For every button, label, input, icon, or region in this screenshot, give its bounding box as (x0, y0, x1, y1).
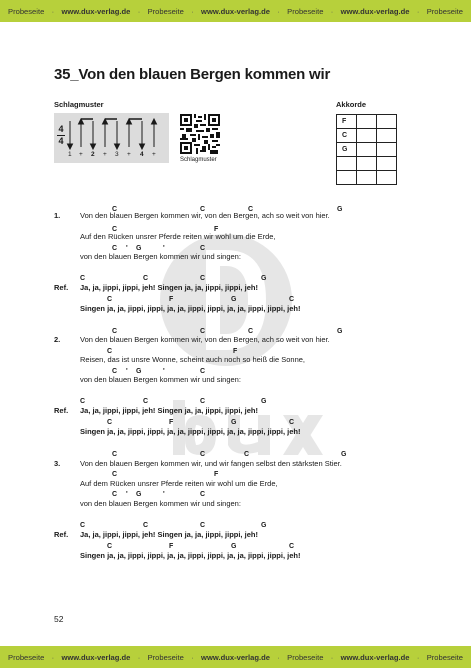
band-separator: · (191, 6, 194, 16)
chord-symbol: C (107, 348, 113, 355)
tick-mark: ' (163, 368, 165, 375)
chord-symbol: F (214, 226, 219, 233)
band-separator: · (137, 6, 141, 16)
chord-symbol: C (244, 451, 250, 458)
chord-symbol: G (261, 275, 267, 282)
chord-symbol: C (289, 543, 295, 550)
chord-symbol: G (341, 451, 347, 458)
chord-symbol: F (169, 543, 174, 550)
chord-row (337, 115, 397, 129)
band-text: Probeseite (287, 6, 324, 16)
time-signature-bottom: 4 (58, 136, 64, 146)
count-label: 4 (140, 151, 144, 158)
chord-symbol: C (143, 522, 149, 529)
schlagmuster-label: Schlagmuster (54, 100, 104, 109)
refrain-line: Singen ja, ja, jippi, jippi, ja, ja, jippi, jippi, ja, ja, jippi, jippi, jeh! (80, 427, 301, 436)
count-label: + (79, 151, 83, 158)
refrain-line: Ja, ja, jippi, jippi, jeh! Singen ja, ja, jippi, jippi, jeh! (80, 283, 258, 292)
count-label: + (127, 151, 131, 158)
count-label: 2 (91, 151, 95, 158)
count-label: 3 (115, 151, 119, 158)
song-title: 35_Von den blauen Bergen kommen wir (54, 66, 331, 83)
band-separator: · (277, 652, 280, 662)
chord-row (337, 157, 397, 171)
band-link[interactable]: www.dux-verlag.de (201, 6, 270, 16)
chord-symbol: C (80, 522, 86, 529)
band-text: Probeseite (8, 652, 45, 662)
chord-symbol: G (231, 296, 237, 303)
chord-name (337, 171, 357, 185)
tick-mark: ' (126, 368, 128, 375)
chord-symbol: C (248, 328, 254, 335)
tick-mark: ' (126, 245, 128, 252)
chord-symbol: C (112, 226, 118, 233)
chord-symbol: C (289, 296, 295, 303)
band-text: Probeseite (147, 6, 184, 16)
header-band (0, 0, 471, 22)
band-separator: · (416, 652, 420, 662)
lyric-line: Von den blauen Bergen kommen wir, von den Bergen, ach so weit von hier. (80, 211, 330, 220)
verse-number: 2. (54, 335, 61, 344)
chord-symbol: C (112, 491, 118, 498)
chord-symbol: F (169, 419, 174, 426)
chord-symbol: G (261, 522, 267, 529)
refrain-line: Ja, ja, jippi, jippi, jeh! Singen ja, ja, jippi, jippi, jeh! (80, 530, 258, 539)
chord-symbol: G (337, 328, 343, 335)
refrain-line: Ja, ja, jippi, jippi, jeh! Singen ja, ja, jippi, jippi, jeh! (80, 406, 258, 415)
count-label: 1 (68, 151, 72, 158)
refrain-label: Ref. (54, 283, 69, 292)
chord-symbol: C (107, 296, 113, 303)
count-label: + (103, 151, 107, 158)
chord-symbol: C (112, 206, 118, 213)
band-separator: · (330, 652, 334, 662)
chord-symbol: G (136, 245, 142, 252)
chord-symbol: G (136, 491, 142, 498)
time-signature-top: 4 (58, 124, 64, 134)
chord-symbol: C (112, 368, 118, 375)
chord-symbol: C (248, 206, 254, 213)
tick-mark: ' (163, 491, 165, 498)
count-label: + (152, 151, 156, 158)
tick-mark: ' (126, 491, 128, 498)
band-separator: · (330, 6, 334, 16)
chord-symbol: C (80, 275, 86, 282)
band-link[interactable]: www.dux-verlag.de (201, 652, 270, 662)
band-separator: · (51, 6, 55, 16)
chord-symbol: G (261, 398, 267, 405)
refrain-label: Ref. (54, 530, 69, 539)
strumming-pattern (54, 113, 169, 163)
band-text: Probeseite (8, 6, 45, 16)
band-link[interactable]: www.dux-verlag.de (61, 652, 131, 662)
chord-symbol: C (289, 419, 295, 426)
chord-symbol: C (112, 328, 118, 335)
chord-name (337, 157, 357, 171)
chord-symbol: C (200, 451, 206, 458)
chord-symbol: C (200, 206, 206, 213)
chord-row (337, 143, 397, 157)
chord-symbol: C (200, 398, 206, 405)
chord-symbol: C (112, 471, 118, 478)
band-separator: · (137, 652, 141, 662)
chord-name: G (337, 143, 357, 157)
chord-name: C (337, 129, 357, 143)
chord-name: F (337, 115, 357, 129)
band-separator: · (51, 652, 55, 662)
refrain-line: Singen ja, ja, jippi, jippi, ja, ja, jippi, jippi, ja, ja, jippi, jippi, jeh! (80, 304, 301, 313)
chord-symbol: G (136, 368, 142, 375)
chord-symbol: C (200, 245, 206, 252)
band-text: Probeseite (287, 652, 324, 662)
chord-symbol: G (231, 419, 237, 426)
band-link[interactable]: www.dux-verlag.de (340, 652, 410, 662)
chord-symbol: C (107, 419, 113, 426)
band-separator: · (191, 652, 194, 662)
page-number: 52 (54, 614, 64, 624)
lyric-line: von den blauen Bergen kommen wir und singen: (80, 375, 241, 384)
band-text: Probeseite (426, 6, 463, 16)
lyric-line: von den blauen Bergen kommen wir und singen: (80, 499, 241, 508)
chord-symbol: C (143, 275, 149, 282)
chord-symbol: G (231, 543, 237, 550)
refrain-line: Singen ja, ja, jippi, jippi, ja, ja, jippi, jippi, ja, ja, jippi, jippi, jeh! (80, 551, 301, 560)
lyric-line: Von den blauen Bergen kommen wir, von den Bergen, ach so weit von hier. (80, 335, 330, 344)
band-text: Probeseite (147, 652, 184, 662)
band-text: Probeseite (426, 652, 463, 662)
akkorde-label: Akkorde (336, 100, 367, 109)
lyric-line: von den blauen Bergen kommen wir und singen: (80, 252, 241, 261)
chord-symbol: F (214, 471, 219, 478)
band-link[interactable]: www.dux-verlag.de (340, 6, 410, 16)
chord-symbol: C (143, 398, 149, 405)
refrain-label: Ref. (54, 406, 69, 415)
chord-table (336, 114, 397, 185)
chord-symbol: C (200, 368, 206, 375)
qr-code-icon[interactable] (180, 114, 220, 154)
band-separator: · (277, 6, 280, 16)
tick-mark: ' (163, 245, 165, 252)
lyric-line: Auf dem Rücken unsrer Pferde reiten wir wohl um die Erde, (80, 479, 278, 488)
chord-symbol: F (233, 348, 238, 355)
chord-symbol: C (112, 451, 118, 458)
chord-symbol: C (200, 328, 206, 335)
chord-row (337, 129, 397, 143)
band-separator: · (416, 6, 420, 16)
verse-number: 1. (54, 211, 61, 220)
chord-symbol: G (337, 206, 343, 213)
lyric-line: Auf den Rücken unsrer Pferde reiten wir wohl um die Erde, (80, 232, 276, 241)
chord-symbol: C (112, 245, 118, 252)
chord-symbol: C (200, 275, 206, 282)
chord-symbol: F (169, 296, 174, 303)
chord-symbol: C (200, 491, 206, 498)
lyric-line: Von den blauen Bergen kommen wir, und wir fangen selbst den stärksten Stier. (80, 459, 342, 468)
chord-symbol: C (107, 543, 113, 550)
qr-caption: Schlagmuster (180, 157, 217, 163)
verse-number: 3. (54, 459, 61, 468)
footer-band (0, 646, 471, 668)
chord-symbol: C (200, 522, 206, 529)
band-link[interactable]: www.dux-verlag.de (61, 6, 131, 16)
chord-symbol: C (80, 398, 86, 405)
chord-row (337, 171, 397, 185)
lyric-line: Reisen, das ist unsre Wonne, scheint auch noch so heiß die Sonne, (80, 355, 305, 364)
